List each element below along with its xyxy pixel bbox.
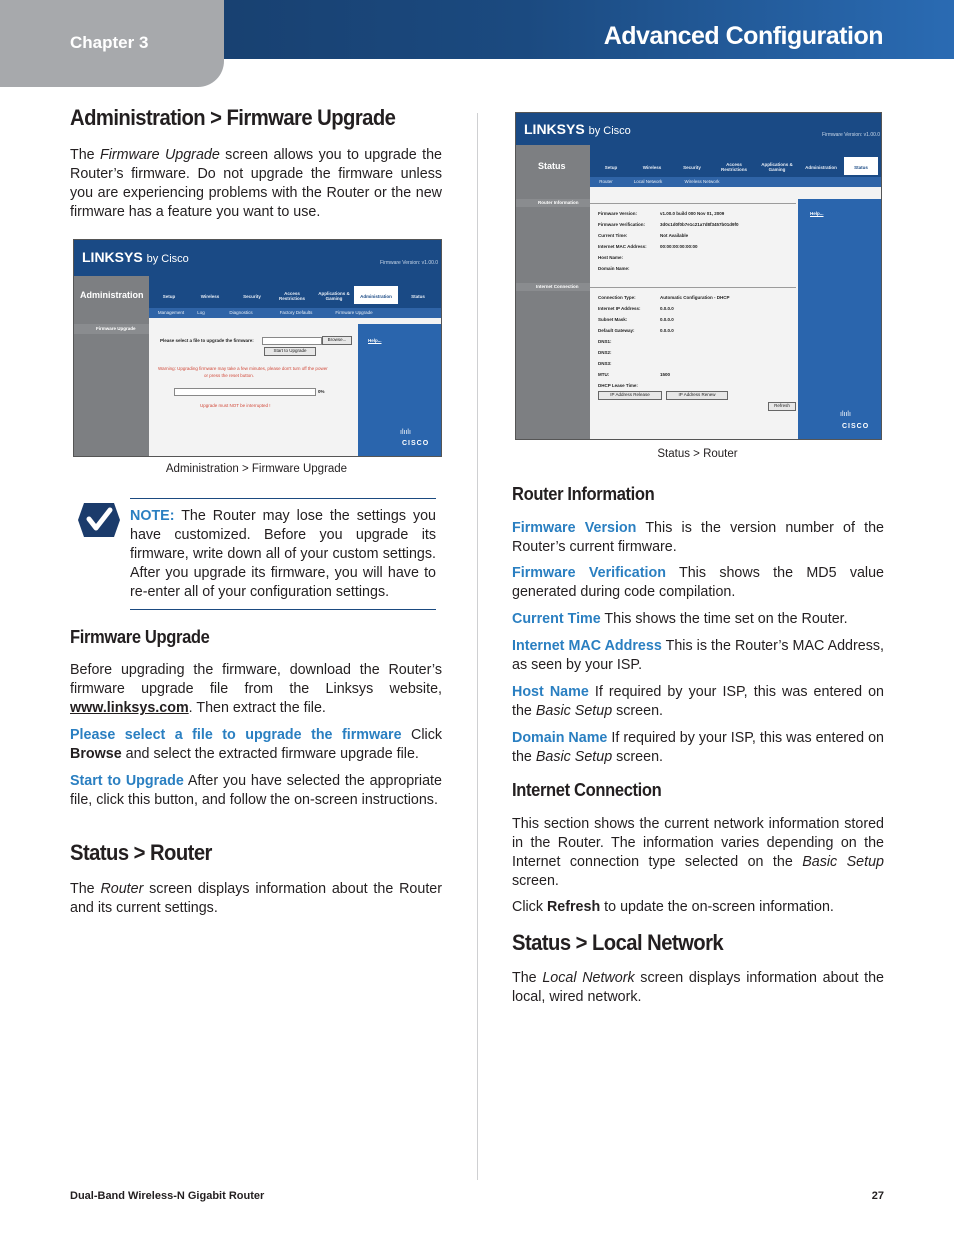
info-row-value: Not Available	[660, 233, 689, 238]
shot2-menu-security: Security	[683, 165, 701, 170]
info-row-label: Host Name:	[598, 255, 624, 260]
caption-status-router: Status > Router	[657, 448, 738, 460]
heading-internet-connection	[512, 781, 884, 800]
shot2-renew-button: IP Address Renew	[666, 391, 728, 400]
shot-warning-2: or press the reset button.	[204, 373, 255, 378]
info-row-label: DNS1:	[598, 339, 612, 344]
shot2-fw-version: Firmware Version: v1.00.0	[822, 132, 881, 138]
linksys-logo-2: LINKSYS by Cisco	[524, 121, 631, 137]
term-firmware-version: Firmware Version	[512, 520, 637, 536]
shot2-section-inet-label: Internet Connection	[536, 284, 579, 289]
cisco-logo: CISCO	[402, 440, 430, 447]
info-row-label: Internet IP Address:	[598, 306, 641, 311]
shot2-line-1	[590, 203, 796, 204]
footer-product: Dual-Band Wireless-N Gigabit Router	[70, 1190, 265, 1202]
paragraph-mac-address: Internet MAC Address This is the Router’s MAC Address, as seen by your ISP.	[512, 638, 884, 673]
term-select-file: Please select a file to upgrade the firmware	[70, 727, 402, 743]
shot2-left-bar	[516, 145, 590, 439]
paragraph-current-time: Current Time This shows the time set on the Router.	[512, 611, 848, 627]
shot-menu-apps: Applications & Gaming	[318, 291, 350, 301]
shot-menu-security: Security	[243, 294, 261, 299]
term-domain-name: Domain Name	[512, 730, 608, 746]
paragraph-domain-name: Domain Name If required by your ISP, this was entered on the Basic Setup screen.	[512, 730, 884, 765]
shot-file-input	[262, 337, 322, 345]
info-row-value: v1.00.0 build 000 Nov 01, 2009	[660, 211, 725, 216]
note-rule-top	[130, 498, 436, 499]
shot2-menu-status: Status	[854, 165, 868, 170]
heading-router-info-text: Router Information	[512, 484, 655, 504]
shot-section-label: Firmware Upgrade	[96, 326, 136, 331]
shot-menu-status: Status	[411, 294, 425, 299]
linksys-logo: LINKSYS by Cisco	[82, 249, 189, 265]
info-row-label: Subnet Mask:	[598, 317, 628, 322]
shot-menu-wireless: Wireless	[200, 294, 220, 299]
shot-fw-version: Firmware Version: v1.00.0	[380, 260, 439, 266]
note-rule-bottom	[130, 609, 436, 610]
info-row-label: Internet MAC Address:	[598, 244, 647, 249]
shot2-help-panel	[798, 199, 881, 439]
heading-internet-connection-text: Internet Connection	[512, 780, 662, 800]
info-row-label: DNS3:	[598, 361, 612, 366]
shot2-sub-router: Router	[599, 179, 613, 184]
paragraph-select-file: Please select a file to upgrade the firmware Click Browse and select the extracted firmware upgrade file.	[70, 727, 442, 762]
shot-warning-1: Warning: Upgrading firmware may take a few minutes, please don't turn off the power	[158, 366, 328, 371]
shot2-menu-apps: Applications & Gaming	[761, 162, 793, 172]
shot2-menubar	[590, 145, 881, 177]
screenshot-firmware-upgrade	[73, 239, 442, 457]
term-start-upgrade: Start to Upgrade	[70, 773, 184, 789]
shot-start-button: Start to Upgrade	[264, 347, 316, 356]
chapter-label: Chapter 3	[70, 33, 149, 52]
screenshot-status-router	[515, 112, 882, 440]
paragraph-admin-intro: The Firmware Upgrade screen allows you to upgrade the Router’s firmware. Do not upgrade the firmware unless you are experiencing problems with the Router or the new firmware has a feature you want to use.	[70, 147, 443, 220]
info-row-value: 0.0.0.0	[660, 328, 674, 333]
shot2-menu-access: Access Restrictions	[720, 162, 747, 172]
section-title: Advanced Configuration	[603, 22, 883, 50]
term-mac-address: Internet MAC Address	[512, 638, 662, 654]
heading-firmware-upgrade	[70, 628, 442, 647]
paragraph-refresh: Click Refresh to update the on-screen information.	[512, 899, 834, 915]
shot-browse-button: Browse...	[322, 336, 352, 345]
paragraph-host-name: Host Name If required by your ISP, this was entered on the Basic Setup screen.	[512, 684, 885, 719]
heading-local-network	[512, 930, 884, 955]
info-row-label: DNS2:	[598, 350, 612, 355]
heading-firmware-upgrade-text: Firmware Upgrade	[70, 627, 210, 647]
term-host-name: Host Name	[512, 684, 589, 700]
heading-admin-firmware-text: Administration > Firmware Upgrade	[70, 105, 396, 130]
shot-help-panel	[358, 324, 441, 456]
footer-page-number: 27	[871, 1190, 884, 1202]
column-divider	[477, 113, 478, 1180]
term-current-time: Current Time	[512, 611, 601, 627]
info-row-value: 0.0.0.0	[660, 306, 674, 311]
shot2-left-label: Status	[538, 161, 566, 171]
paragraph-firmware: Before upgrading the firmware, download the Router’s firmware upgrade file from the Linksys website, www.linksys.com. Then extract the file.	[70, 662, 442, 716]
info-row-value: Automatic Configuration - DHCP	[660, 295, 730, 300]
info-row-value: 1500	[660, 372, 671, 377]
shot2-section-router-label: Router Information	[538, 200, 579, 205]
shot-sub-diagnostics: Diagnostics	[229, 310, 253, 315]
info-row-value: 3d0c1d0f0b7e1c21a7d8f3457b01d9f0	[660, 222, 739, 227]
info-row-value: 00:00:00:00:00:00	[660, 244, 698, 249]
shot-left-label: Administration	[80, 290, 144, 300]
shot-menu-access: Access Restrictions	[278, 291, 305, 301]
chapter-tab	[0, 0, 224, 87]
paragraph-local-network: The Local Network screen displays information about the local, wired network.	[512, 970, 884, 1005]
shot-progress-percent: 0%	[318, 389, 325, 394]
paragraph-internet-connection: This section shows the current network information stored in the Router. The information varies depending on the Internet connection type selected on the Basic Setup screen.	[512, 816, 884, 889]
shot-menu-setup: Setup	[162, 294, 176, 299]
shot2-sub-wireless: Wireless Network	[684, 179, 720, 184]
note-label: NOTE:	[130, 508, 175, 524]
heading-local-network-text: Status > Local Network	[512, 930, 724, 955]
paragraph-firmware-version: Firmware Version This is the version number of the Router’s current firmware.	[512, 520, 884, 555]
shot2-menu-admin: Administration	[805, 165, 837, 170]
shot-left-bar	[74, 276, 149, 456]
shot-sub-firmware: Firmware Upgrade	[335, 310, 373, 315]
cisco-bars-icon: ılıılı	[400, 429, 411, 436]
shot2-release-button: IP Address Release	[598, 391, 662, 400]
linksys-website-link[interactable]: www.linksys.com	[70, 700, 189, 716]
shot2-sub-local: Local Network	[633, 179, 663, 184]
shot-sub-management: Management	[157, 310, 185, 315]
shot-progress-bar	[174, 388, 316, 396]
info-row-label: Current Time:	[598, 233, 628, 238]
cisco-bars-icon-2: ılıılı	[840, 411, 851, 418]
cisco-logo-2: CISCO	[842, 423, 870, 430]
shot2-menu-wireless: Wireless	[642, 165, 662, 170]
shot2-refresh-button: Refresh	[768, 402, 796, 411]
info-row-label: Connection Type:	[598, 295, 636, 300]
info-row-label: Firmware Verification:	[598, 222, 646, 227]
shot2-menu-setup: Setup	[604, 165, 618, 170]
info-row-label: DHCP Lease Time:	[598, 383, 638, 388]
shot-sub-log: Log	[197, 310, 205, 315]
shot2-line-2	[590, 287, 796, 288]
shot-sub-factory: Factory Defaults	[279, 310, 313, 315]
info-row-label: MTU:	[598, 372, 610, 377]
checkmark-note-icon	[76, 501, 122, 539]
heading-router-info	[512, 485, 884, 504]
heading-status-router-text: Status > Router	[70, 840, 212, 865]
info-row-label: Firmware Version:	[598, 211, 638, 216]
term-firmware-verification: Firmware Verification	[512, 565, 666, 581]
shot2-help-link: Help...	[810, 211, 824, 216]
info-row-value: 0.0.0.0	[660, 317, 674, 322]
paragraph-status-router: The Router screen displays information about the Router and its current settings.	[70, 881, 442, 916]
shot-upgrade-msg: Upgrade must NOT be interrupted !	[200, 403, 271, 408]
caption-admin-firmware: Administration > Firmware Upgrade	[165, 463, 348, 475]
paragraph-firmware-verification: Firmware Verification This shows the MD5 value generated during code compilation.	[512, 565, 885, 600]
info-row-label: Default Gateway:	[598, 328, 635, 333]
paragraph-start-upgrade: Start to Upgrade After you have selected the appropriate file, click this button, and follow the on-screen instructions.	[70, 773, 442, 808]
heading-admin-firmware	[70, 105, 442, 130]
note-box	[130, 507, 436, 602]
shot-menu-admin: Administration	[360, 294, 392, 299]
shot-select-label: Please select a file to upgrade the firmware:	[160, 338, 254, 343]
note-text: The Router may lose the settings you have customized. Before you upgrade its firmware, write down all of your custom settings. After you upgrade its firmware, you will have to re-enter all of your configuration settings.	[130, 508, 436, 600]
heading-status-router	[70, 840, 442, 865]
shot-help-link: Help...	[368, 338, 382, 343]
info-row-label: Domain Name:	[598, 266, 630, 271]
